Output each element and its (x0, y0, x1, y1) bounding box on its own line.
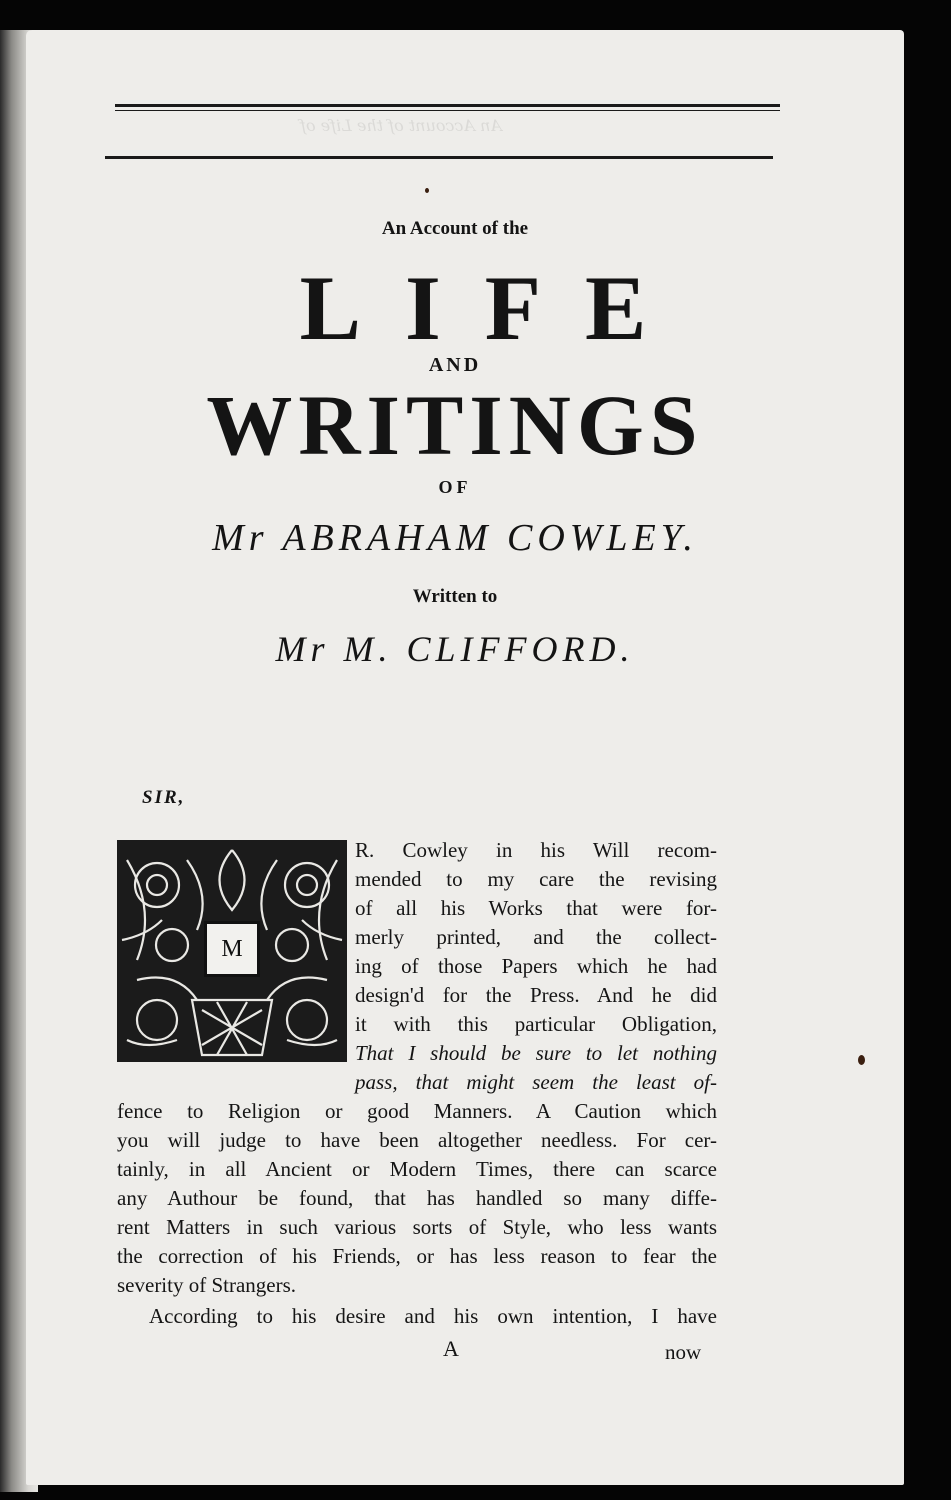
recipient-name: Mr M. CLIFFORD. (275, 629, 635, 669)
text-line: rent Matters in such various sorts of Style, who less wants (117, 1215, 717, 1239)
life-heading: LIFE (299, 257, 691, 359)
ghost-running-head: An Account of the Life of (300, 116, 502, 135)
text-line: any Authour be found, that has handled so many diffe- (117, 1186, 717, 1210)
catchword: now (665, 1340, 702, 1364)
of-heading: OF (438, 477, 472, 497)
writings-heading: WRITINGS (206, 377, 704, 473)
written-to-heading: Written to (412, 586, 498, 607)
salutation: SIR, (142, 787, 186, 808)
initial-letter: M (204, 921, 260, 977)
text-line: That I should be sure to let nothing (355, 1041, 717, 1065)
text-line: R. Cowley in his Will recom- (355, 838, 717, 862)
ink-spot (858, 1055, 865, 1065)
opening-paragraph-wide (117, 1097, 717, 1300)
bottom-rule (105, 156, 773, 159)
text-line: of all his Works that were for- (355, 896, 717, 920)
account-of-heading: An Account of the (381, 218, 529, 239)
text-line: pass, that might seem the least of- (355, 1070, 717, 1094)
opening-paragraph-narrow (355, 836, 717, 1097)
text-line: it with this particular Obligation, (355, 1012, 717, 1036)
decorated-initial-woodcut (117, 840, 347, 1062)
author-name: Mr ABRAHAM COWLEY. (212, 517, 698, 559)
text-line: design'd for the Press. And he did (355, 983, 717, 1007)
text-line: you will judge to have been altogether needless. For cer- (117, 1128, 717, 1152)
ink-spot (425, 188, 429, 193)
top-rule (115, 104, 780, 107)
text-line: merly printed, and the collect- (355, 925, 717, 949)
text-line: mended to my care the revising (355, 867, 717, 891)
text-line: tainly, in all Ancient or Modern Times, there can scarce (117, 1157, 717, 1181)
text-line: severity of Strangers. (117, 1273, 297, 1297)
text-line: fence to Religion or good Manners. A Caution which (117, 1099, 717, 1123)
text-line: the correction of his Friends, or has less reason to fear the (117, 1244, 717, 1268)
and-heading: AND (428, 354, 482, 376)
top-rule-thin (115, 110, 780, 111)
text-line: ing of those Papers which he had (355, 954, 717, 978)
signature-mark: A (443, 1336, 459, 1361)
second-paragraph: According to his desire and his own intention, I have (149, 1304, 717, 1328)
